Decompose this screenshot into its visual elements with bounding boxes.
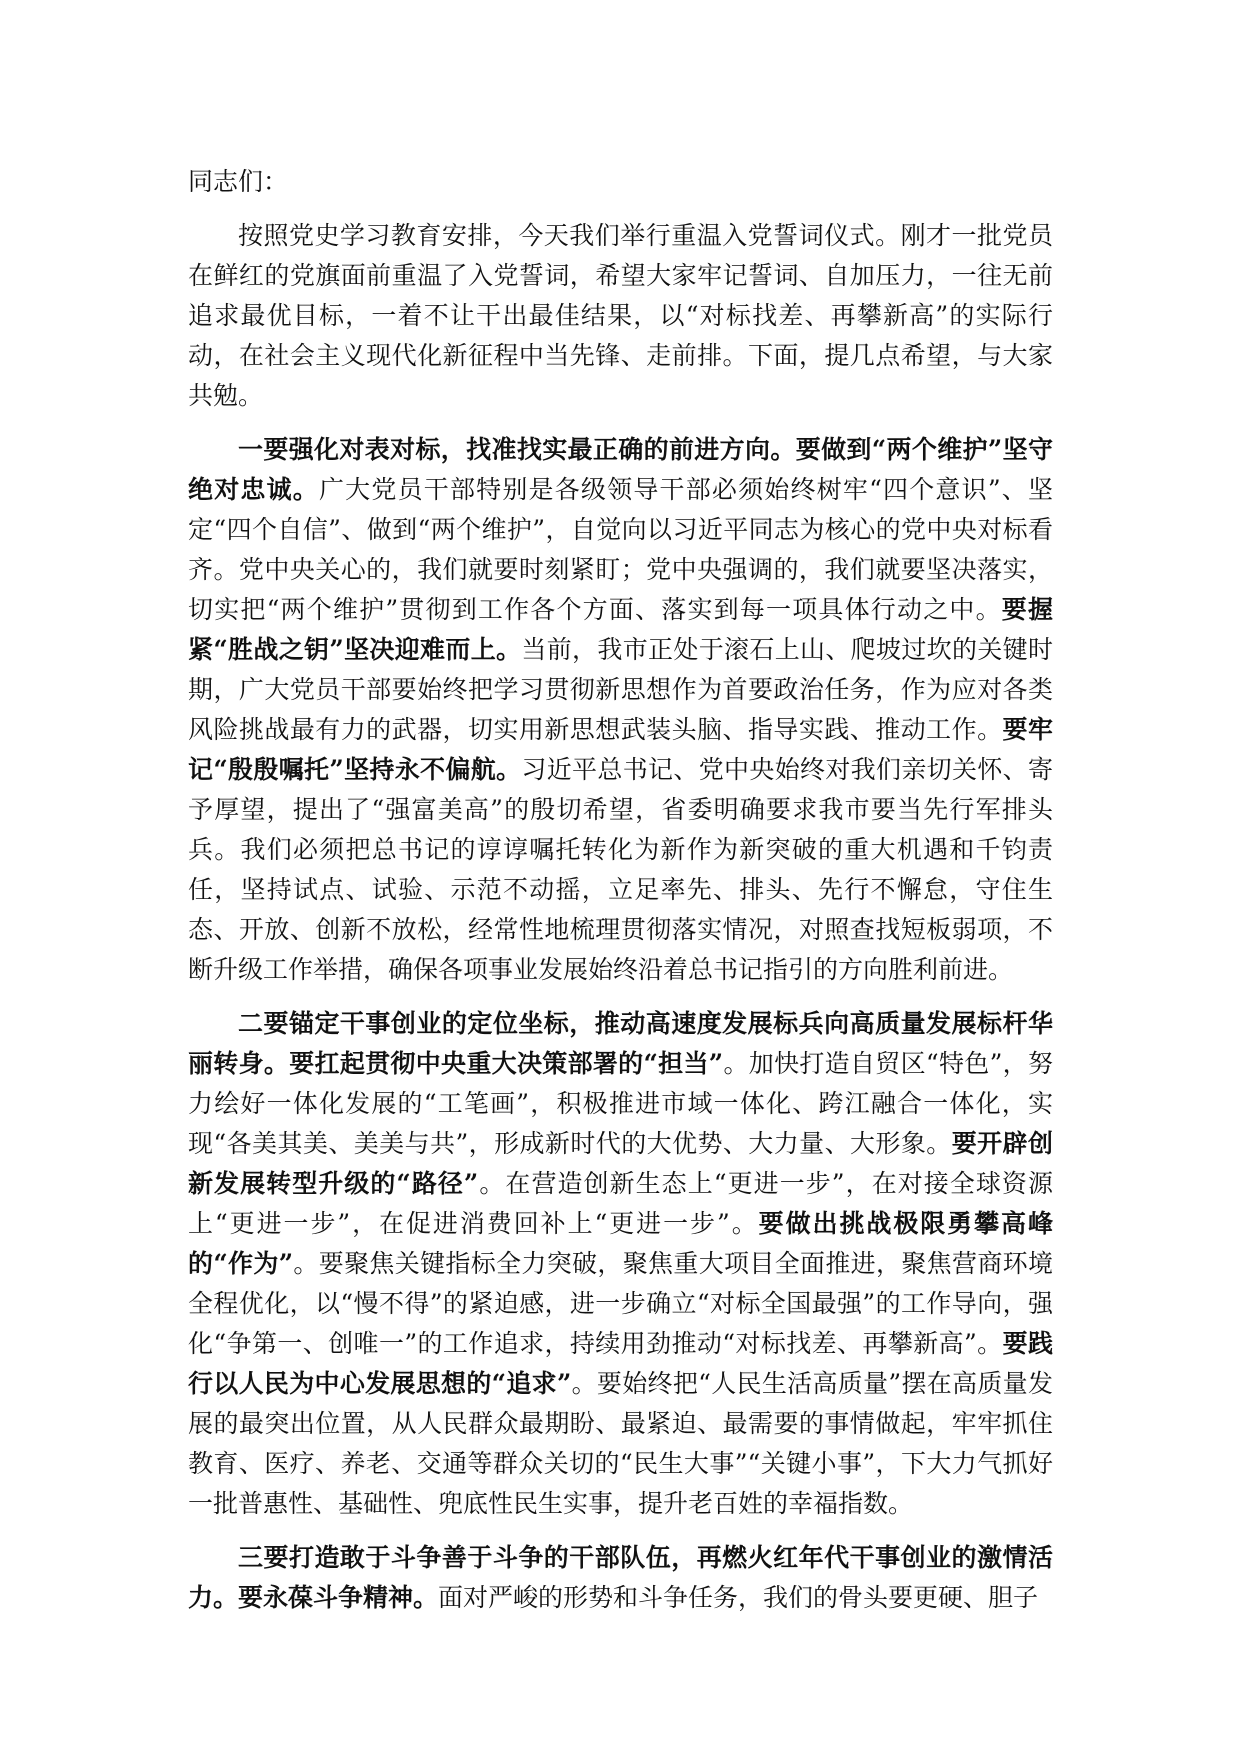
- section-1-point-1-title: 要做到“两个维护”坚守绝对忠诚。: [188, 435, 1053, 504]
- section-3-point-1-text: 面对严峻的形势和斗争任务，我们的骨头要更硬、胆子: [438, 1583, 1039, 1612]
- document-page: [188, 162, 1053, 1632]
- section-1-heading: 一要强化对表对标，找准找实最正确的前进方向。: [238, 435, 796, 464]
- section-1-paragraph: [188, 430, 1053, 990]
- section-1-point-3-title: 要牢记“殷殷嘱托”坚持永不偏航。: [188, 715, 1053, 784]
- section-2-point-1-title: 要扛起贯彻中央重大决策部署的“担当”: [289, 1049, 724, 1078]
- section-3-point-1-title: 要永葆斗争精神。: [238, 1583, 439, 1612]
- section-2-heading: 二要锚定干事创业的定位坐标，推动高速度发展标兵向高质量发展标杆华丽转身。: [188, 1009, 1053, 1078]
- section-3-paragraph: [188, 1538, 1053, 1618]
- section-2-point-2-title: 要开辟创新发展转型升级的“路径”: [188, 1129, 1053, 1198]
- section-2-point-2-text: 。在营造创新生态上“更进一步”，在对接全球资源上“更进一步”，在促进消费回补上“更进一步”。: [188, 1169, 1053, 1238]
- section-2-point-3-text: 。要聚焦关键指标全力突破，聚焦重大项目全面推进，聚焦营商环境全程优化，以“慢不得”的紧迫感，进一步确立“对标全国最强”的工作导向，强化“争第一、创唯一”的工作追求，持续用劲推动“对标找差、再攀新高”。: [188, 1249, 1053, 1358]
- intro-paragraph: 按照党史学习教育安排，今天我们举行重温入党誓词仪式。刚才一批党员在鲜红的党旗面前重温了入党誓词，希望大家牢记誓词、自加压力，一往无前追求最优目标，一着不让干出最佳结果，以“对标找差、再攀新高”的实际行动，在社会主义现代化新征程中当先锋、走前排。下面，提几点希望，与大家共勉。: [188, 221, 1053, 410]
- section-1-point-3-text: 习近平总书记、党中央始终对我们亲切关怀、寄予厚望，提出了“强富美高”的殷切希望，省委明确要求我市要当先行军排头兵。我们必须把总书记的谆谆嘱托转化为新作为新突破的重大机遇和千钧责任，坚持试点、试验、示范不动摇，立足率先、排头、先行不懈怠，守住生态、开放、创新不放松，经常性地梳理贯彻落实情况，对照查找短板弱项，不断升级工作举措，确保各项事业发展始终沿着总书记指引的方向胜利前进。: [188, 755, 1053, 984]
- section-2-point-4-text: 。要始终把“人民生活高质量”摆在高质量发展的最突出位置，从人民群众最期盼、最紧迫、最需要的事情做起，牢牢抓住教育、医疗、养老、交通等群众关切的“民生大事”“关键小事”，下大力气抓好一批普惠性、基础性、兜底性民生实事，提升老百姓的幸福指数。: [188, 1369, 1053, 1518]
- section-2-point-3-title: 要做出挑战极限勇攀高峰的“作为”: [188, 1209, 1053, 1278]
- section-1-point-1-text: 广大党员干部特别是各级领导干部必须始终树牢“四个意识”、坚定“四个自信”、做到“两个维护”，自觉向以习近平同志为核心的党中央对标看齐。党中央关心的，我们就要时刻紧盯；党中央强调的，我们就要坚决落实，切实把“两个维护”贯彻到工作各个方面、落实到每一项具体行动之中。: [188, 475, 1053, 624]
- salutation: 同志们：: [188, 167, 289, 196]
- section-1-point-2-title: 要握紧“胜战之钥”坚决迎难而上。: [188, 595, 1053, 664]
- section-2-paragraph: [188, 1004, 1053, 1524]
- section-3-heading: 三要打造敢于斗争善于斗争的干部队伍，再燃火红年代干事创业的激情活力。: [188, 1543, 1053, 1612]
- section-2-point-1-text: 。加快打造自贸区“特色”，努力绘好一体化发展的“工笔画”，积极推进市域一体化、跨江融合一体化，实现“各美其美、美美与共”，形成新时代的大优势、大力量、大形象。: [188, 1049, 1053, 1158]
- section-1-point-2-text: 当前，我市正处于滚石上山、爬坡过坎的关键时期，广大党员干部要始终把学习贯彻新思想作为首要政治任务，作为应对各类风险挑战最有力的武器，切实用新思想武装头脑、指导实践、推动工作。: [188, 635, 1053, 744]
- section-2-point-4-title: 要践行以人民为中心发展思想的“追求”: [188, 1329, 1053, 1398]
